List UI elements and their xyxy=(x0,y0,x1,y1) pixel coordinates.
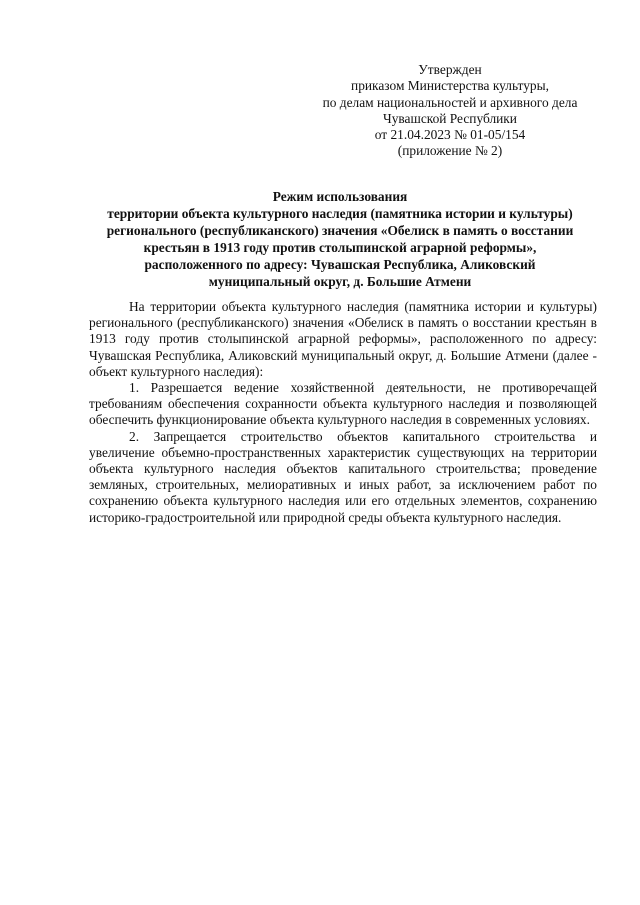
item-1-paragraph: 1. Разрешается ведение хозяйственной деятельности, не противоречащей требованиям обеспечения сохранности объекта культурного наследия и позволяющей обеспечить функционирование объекта культурного наследия в современных условиях. xyxy=(89,380,597,428)
title-line-5: расположенного по адресу: Чувашская Республика, Аликовский xyxy=(144,256,536,272)
document-title xyxy=(90,189,590,290)
approval-block xyxy=(300,62,600,160)
title-line-1: Режим использования xyxy=(272,189,408,204)
title-line-6: муниципальный округ, д. Большие Атмени xyxy=(208,273,472,289)
approval-line-republic: Чувашской Республики xyxy=(383,110,517,126)
title-line-3: регионального (республиканского) значения «Обелиск в память о восстании xyxy=(106,222,574,238)
item-2-paragraph: 2. Запрещается строительство объектов капитального строительства и увеличение объемно-пространственных характеристик существующих на территории объекта культурного наследия объектов капитального строительства; проведение земляных, строительных, мелиоративных и иных работ, за исключением работ по сохранению объекта культурного наследия или его отдельных элементов, сохранению историко-градостроительной или природной среды объекта культурного наследия. xyxy=(89,428,597,525)
approval-line-order: приказом Министерства культуры, xyxy=(351,78,549,94)
title-line-2: территории объекта культурного наследия (памятника истории и культуры) xyxy=(107,205,573,221)
approval-line-ministry: по делам национальностей и архивного дела xyxy=(322,94,578,110)
approval-line-appendix: (приложение № 2) xyxy=(397,143,503,159)
title-line-4: крестьян в 1913 году против столыпинской аграрной реформы», xyxy=(143,239,537,255)
approval-line-date-number: от 21.04.2023 № 01-05/154 xyxy=(374,127,526,143)
intro-paragraph: На территории объекта культурного наследия (памятника истории и культуры) регионального (республиканского) значения «Обелиск в память о восстании крестьян в 1913 году против столыпинской аграрной реформы», расположенного по адресу: Чувашская Республика, Аликовский муниципальный округ, д. Большие Атмени (далее - объект культурного наследия): xyxy=(89,299,597,379)
document-body xyxy=(89,299,597,526)
approval-line-approved: Утвержден xyxy=(418,62,482,77)
